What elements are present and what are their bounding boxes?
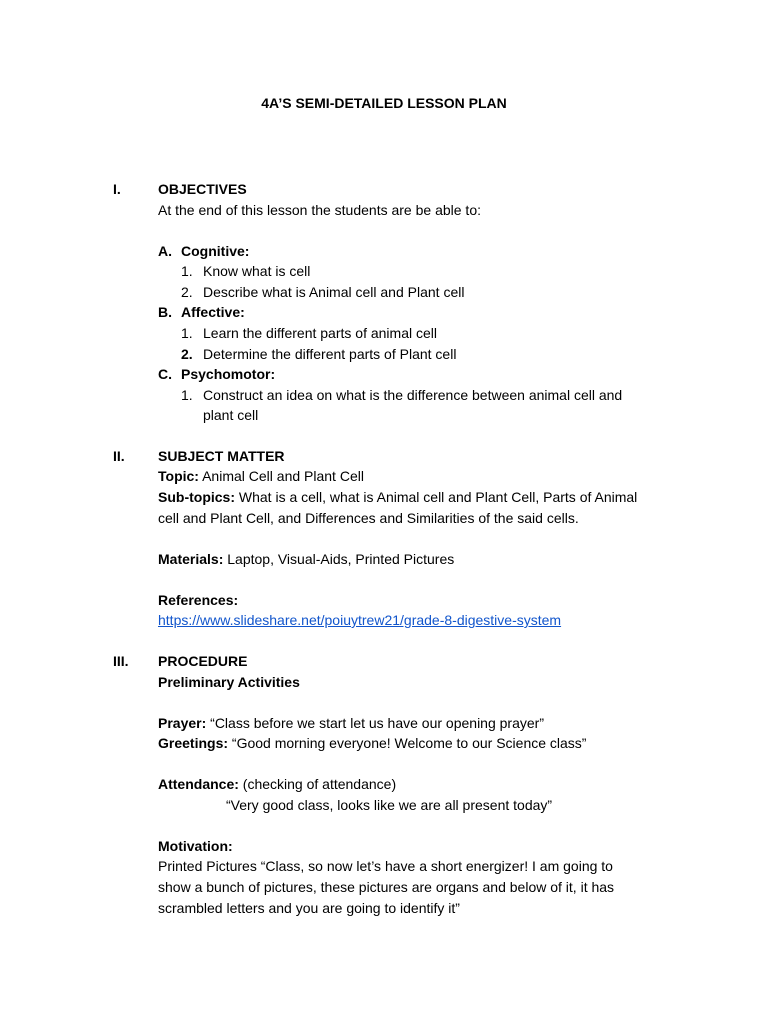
- subtopics-line: [158, 487, 637, 508]
- sub-letter: B.: [158, 304, 172, 320]
- sub-letter: A.: [158, 243, 172, 259]
- motivation-text-line: show a bunch of pictures, these pictures are organs and below of it, it has: [158, 879, 615, 895]
- subtopics-continuation: cell and Plant Cell, and Differences and Similarities of the said cells.: [158, 510, 579, 526]
- list-item-continuation: plant cell: [203, 407, 259, 423]
- section-heading-objectives: OBJECTIVES: [158, 181, 247, 197]
- greetings-value: “Good morning everyone! Welcome to our Science class”: [231, 735, 587, 751]
- greetings-line: [158, 733, 586, 754]
- section-numeral: I.: [113, 181, 121, 197]
- list-item: Describe what is Animal cell and Plant cell: [203, 284, 465, 300]
- list-number: 1.: [181, 325, 193, 341]
- affective-label: Affective:: [181, 304, 245, 320]
- topic-value: Animal Cell and Plant Cell: [202, 468, 364, 484]
- materials-line: [158, 549, 454, 570]
- topic-line: [158, 466, 364, 487]
- section-heading-procedure: PROCEDURE: [158, 653, 248, 669]
- reference-link[interactable]: https://www.slideshare.net/poiuytrew21/grade-8-digestive-system: [158, 612, 562, 628]
- attendance-label: Attendance:: [158, 776, 239, 792]
- section-numeral: II.: [113, 448, 125, 464]
- materials-label: Materials:: [158, 551, 224, 567]
- motivation-label: Motivation:: [158, 838, 233, 854]
- references-label: References:: [158, 592, 239, 608]
- section-heading-subject-matter: SUBJECT MATTER: [158, 448, 285, 464]
- sub-letter: C.: [158, 366, 172, 382]
- list-item: Determine the different parts of Plant cell: [203, 346, 457, 362]
- list-item: Learn the different parts of animal cell: [203, 325, 437, 341]
- page-title: 4A’S SEMI-DETAILED LESSON PLAN: [261, 95, 507, 111]
- prayer-line: [158, 713, 544, 734]
- list-number: 1.: [181, 387, 193, 403]
- attendance-value: (checking of attendance): [242, 776, 397, 792]
- list-number: 2.: [181, 346, 193, 362]
- section-numeral: III.: [113, 653, 129, 669]
- list-number: 2.: [181, 284, 193, 300]
- cognitive-label: Cognitive:: [181, 243, 250, 259]
- materials-value: Laptop, Visual-Aids, Printed Pictures: [227, 551, 455, 567]
- list-number: 1.: [181, 263, 193, 279]
- prayer-label: Prayer:: [158, 715, 207, 731]
- psychomotor-label: Psychomotor:: [181, 366, 276, 382]
- prayer-value: “Class before we start let us have our opening prayer”: [210, 715, 544, 731]
- topic-label: Topic:: [158, 468, 199, 484]
- greetings-label: Greetings:: [158, 735, 229, 751]
- motivation-text-line: scrambled letters and you are going to identify it”: [158, 900, 460, 916]
- attendance-line: [158, 774, 396, 795]
- motivation-text-line: Printed Pictures “Class, so now let’s have a short energizer! I am going to: [158, 858, 613, 874]
- subtopics-value: What is a cell, what is Animal cell and Plant Cell, Parts of Animal: [238, 489, 638, 505]
- objectives-intro: At the end of this lesson the students are be able to:: [158, 202, 481, 218]
- preliminary-activities-heading: Preliminary Activities: [158, 674, 300, 690]
- subtopics-label: Sub-topics:: [158, 489, 235, 505]
- attendance-quote: “Very good class, looks like we are all present today”: [226, 797, 553, 813]
- list-item: Know what is cell: [203, 263, 311, 279]
- list-item: Construct an idea on what is the difference between animal cell and: [203, 387, 623, 403]
